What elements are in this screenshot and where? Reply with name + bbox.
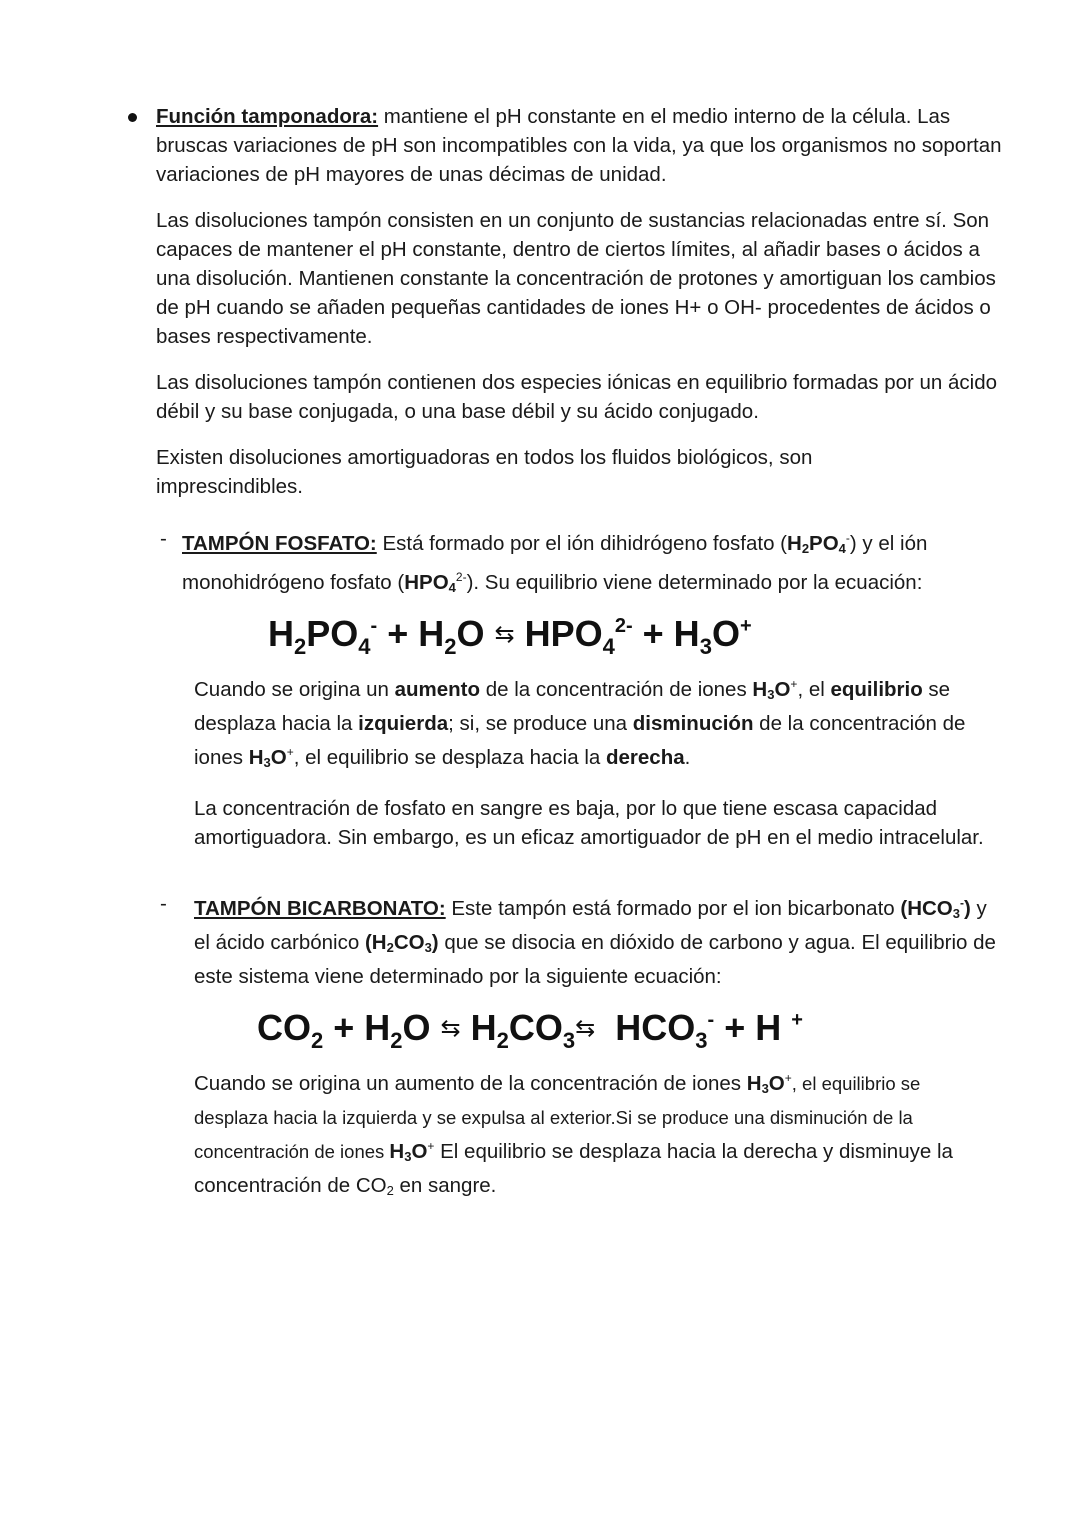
- bicarbonato-equation: [257, 1000, 803, 1061]
- text: Este tampón está formado por el ion bicarbonato: [445, 897, 901, 920]
- formula: 2: [386, 940, 394, 955]
- formula: +: [784, 1071, 792, 1085]
- eq-term: + H: [377, 613, 445, 654]
- formula: 3: [424, 940, 432, 955]
- formula: 3: [761, 1081, 769, 1096]
- text: , el equilibrio se desplaza hacia la: [293, 746, 606, 769]
- text: ). Su equilibrio viene determinado por la ecuación:: [466, 571, 923, 594]
- paragraph: Las disoluciones tampón contienen dos especies iónicas en equilibrio formadas por un ácido débil y su base conjugada, o una base débil y su ácido conjugado.: [156, 371, 998, 423]
- eq-sup: -: [370, 615, 378, 637]
- formula: 2: [801, 541, 810, 556]
- eq-sup: -: [707, 1009, 715, 1031]
- text: y el ácido carbónico: [194, 897, 987, 954]
- formula: O: [270, 746, 287, 769]
- eq-sub: 3: [562, 1028, 576, 1053]
- formula: HPO: [404, 571, 449, 594]
- eq-sup: +: [791, 1009, 803, 1031]
- formula: -: [845, 531, 850, 545]
- text: ) y el ión monohidrógeno fosfato (: [182, 532, 928, 594]
- formula: H: [389, 1140, 405, 1163]
- eq-term: H: [268, 613, 294, 654]
- eq-term: + H: [323, 1007, 391, 1048]
- formula: -: [960, 896, 964, 910]
- equilibrium-arrow-icon: ⇆: [575, 1015, 596, 1042]
- eq-sup: 2-: [614, 615, 633, 637]
- formula: +: [427, 1139, 435, 1153]
- section-title: TAMPÓN BICARBONATO:: [194, 897, 446, 920]
- text: que se disocia en dióxido de carbono y agua. El equilibrio de este sistema viene determinado por la siguiente ecuación:: [194, 931, 996, 988]
- eq-term: HCO: [595, 1007, 696, 1048]
- bicarbonato-explanation: [194, 1064, 954, 1205]
- bold-text: equilibrio: [830, 678, 923, 701]
- tampon-bicarbonato-item: [160, 889, 999, 991]
- section-title: Función tamponadora:: [156, 105, 379, 128]
- eq-term: + H: [714, 1007, 792, 1048]
- eq-sub: 2: [311, 1028, 324, 1053]
- dash-marker: -: [160, 892, 167, 915]
- eq-term: CO: [257, 1007, 311, 1048]
- text: Cuando se origina un: [194, 678, 395, 701]
- text: se desplaza hacia la: [194, 678, 951, 735]
- intro-paragraph: [156, 102, 1006, 189]
- text: , el: [797, 678, 831, 701]
- funcion-tamponadora-item: [156, 102, 1006, 501]
- section-title: TAMPÓN FOSFATO:: [182, 532, 377, 555]
- formula: 4: [448, 580, 456, 595]
- eq-term: HPO: [514, 613, 603, 654]
- formula: 3: [952, 906, 960, 921]
- formula: 3: [263, 755, 271, 770]
- bold-text: aumento: [394, 678, 481, 701]
- eq-term: O: [402, 1007, 441, 1048]
- formula: ): [964, 897, 971, 920]
- dash-marker: -: [160, 527, 167, 550]
- formula: H: [787, 532, 802, 555]
- bold-text: disminución: [632, 712, 754, 735]
- eq-term: PO: [306, 613, 359, 654]
- eq-sub: 2: [294, 634, 307, 659]
- formula: 3: [404, 1149, 412, 1164]
- formula: (H: [364, 931, 387, 954]
- eq-sub: 2: [444, 634, 457, 659]
- eq-term: + H: [632, 613, 700, 654]
- eq-sub: 2: [390, 1028, 403, 1053]
- formula: O: [768, 1072, 785, 1095]
- text: ; si, se produce una: [448, 712, 633, 735]
- fosfato-explanation: [194, 670, 1004, 852]
- text: Cuando se origina un aumento de la concentración de iones: [194, 1072, 747, 1095]
- eq-sup: +: [739, 615, 752, 637]
- formula: 2: [386, 1183, 394, 1198]
- formula: H: [746, 1072, 762, 1095]
- bullet-icon: [128, 113, 137, 122]
- intro-text: mantiene el pH constante en el medio interno de la célula. Las bruscas variaciones de pH son incompatibles con la vida, ya que los organismos no soportan variaciones de pH mayores de unas décimas de unidad.: [156, 105, 1002, 186]
- formula: H: [752, 678, 768, 701]
- eq-term: H: [460, 1007, 497, 1048]
- text: El equilibrio se desplaza hacia la derecha y disminuye la concentración de CO: [194, 1140, 953, 1197]
- fosfato-intro: [182, 524, 992, 602]
- eq-sub: 4: [358, 634, 371, 659]
- bicarbonato-intro: [194, 889, 999, 991]
- formula: 3: [767, 687, 775, 702]
- paragraph: Las disoluciones tampón consisten en un conjunto de sustancias relacionadas entre sí. Son capaces de mantener el pH constante, dentro de ciertos límites, al añadir bases o ácidos a una disolución. Mantienen constante la concentración de protones y amortiguan los cambios de pH cuando se añaden pequeñas cantidades de iones H+ o OH- procedentes de ácidos o bases respectivamente.: [156, 209, 996, 348]
- paragraph: [194, 670, 1004, 777]
- formula: (HCO: [900, 897, 953, 920]
- bold-text: derecha: [605, 746, 685, 769]
- paragraph: La concentración de fosfato en sangre es baja, por lo que tiene escasa capacidad amortiguadora. Sin embargo, es un eficaz amortiguador de pH en el medio intracelular.: [194, 797, 984, 849]
- text: de la concentración de iones: [194, 712, 966, 769]
- eq-term: O: [456, 613, 495, 654]
- text: Está formado por el ión dihidrógeno fosfato (: [376, 532, 787, 555]
- eq-sub: 3: [699, 634, 712, 659]
- text: , el equilibrio se desplaza hacia la izquierda y se expulsa al exterior.Si se produce una disminución de la concentración de iones: [194, 1073, 921, 1162]
- formula: H: [248, 746, 264, 769]
- paragraph: [194, 1064, 954, 1205]
- formula: +: [790, 677, 798, 691]
- paragraph: Existen disoluciones amortiguadoras en todos los fluidos biológicos, son imprescindibles.: [156, 446, 813, 498]
- tampon-fosfato-item: [160, 524, 992, 602]
- text: en sangre.: [393, 1174, 497, 1197]
- fosfato-equation: [268, 606, 752, 667]
- equilibrium-arrow-icon: ⇆: [494, 621, 515, 648]
- bold-text: izquierda: [358, 712, 449, 735]
- formula: O: [774, 678, 791, 701]
- formula: O: [411, 1140, 428, 1163]
- eq-term: CO: [508, 1007, 563, 1048]
- formula: +: [286, 745, 294, 759]
- equilibrium-arrow-icon: ⇆: [440, 1015, 461, 1042]
- eq-sub: 3: [695, 1028, 708, 1053]
- formula: CO: [393, 931, 425, 954]
- formula: 2-: [455, 570, 467, 584]
- formula: PO: [809, 532, 839, 555]
- formula: 4: [838, 541, 846, 556]
- eq-term: O: [711, 613, 740, 654]
- text: de la concentración de iones: [480, 678, 753, 701]
- eq-sub: 4: [602, 634, 615, 659]
- text: .: [684, 746, 691, 769]
- formula: ): [431, 931, 439, 954]
- eq-sub: 2: [496, 1028, 509, 1053]
